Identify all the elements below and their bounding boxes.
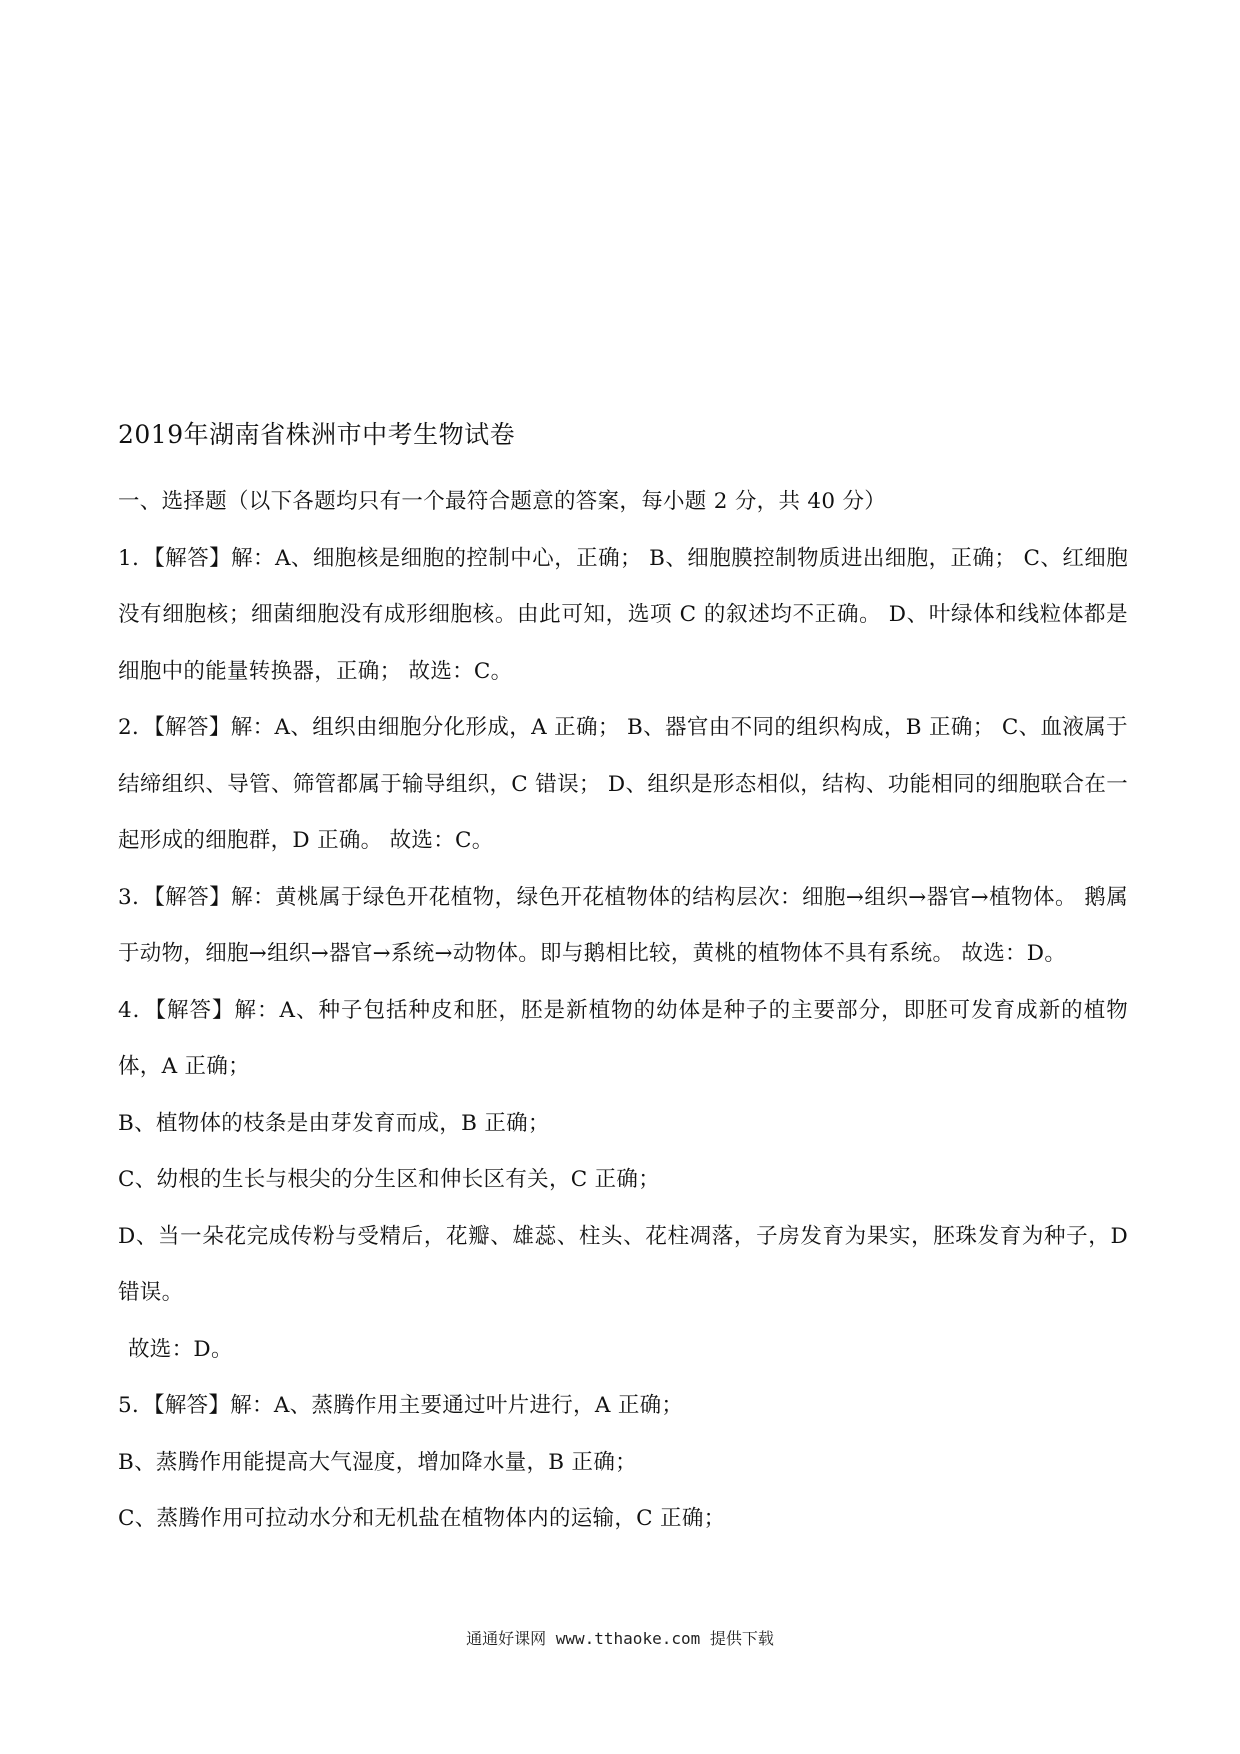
- answer-paragraph-4d: D、当一朵花完成传粉与受精后，花瓣、雄蕊、柱头、花柱凋落，子房发育为果实，胚珠发育为种子，D 错误。: [118, 1223, 1128, 1305]
- answer-paragraph-5c: C、蒸腾作用可拉动水分和无机盐在植物体内的运输，C 正确；: [118, 1506, 726, 1531]
- answer-paragraph-4-choice: 故选：D。: [128, 1336, 233, 1362]
- page-title: 2019年湖南省株洲市中考生物试卷: [118, 420, 516, 449]
- section-heading: 一、选择题（以下各题均只有一个最符合题意的答案，每小题 2 分，共 40 分）: [118, 489, 887, 514]
- answer-paragraph-2: 2．【解答】解：A、组织由细胞分化形成，A 正确； B、器官由不同的组织构成，B 正确； C、血液属于结缔组织、导管、筛管都属于输导组织，C 错误； D、组织是形态相似，结构、功能相同的细胞联合在一起形成的细胞群，D 正确。 故选：C。: [118, 715, 1128, 853]
- page-footer: 通通好课网 www.tthaoke.com 提供下载: [466, 1629, 774, 1648]
- answer-paragraph-4a: 4．【解答】解：A、种子包括种皮和胚，胚是新植物的幼体是种子的主要部分，即胚可发育成新的植物体，A 正确；: [118, 997, 1128, 1079]
- answer-paragraph-4c: C、幼根的生长与根尖的分生区和伸长区有关，C 正确；: [118, 1167, 661, 1192]
- answer-paragraph-5a: 5．【解答】解：A、蒸腾作用主要通过叶片进行，A 正确；: [118, 1393, 684, 1418]
- answer-paragraph-5b: B、蒸腾作用能提高大气湿度，增加降水量，B 正确；: [118, 1449, 637, 1475]
- document-content: [118, 414, 1128, 1548]
- answer-paragraph-4b: B、植物体的枝条是由芽发育而成，B 正确；: [118, 1110, 550, 1136]
- answer-paragraph-3: 3．【解答】解：黄桃属于绿色开花植物，绿色开花植物体的结构层次：细胞→组织→器官→植物体。 鹅属于动物，细胞→组织→器官→系统→动物体。即与鹅相比较，黄桃的植物体不具有系统。 故选：D。: [118, 884, 1128, 966]
- answer-paragraph-1: 1．【解答】解：A、细胞核是细胞的控制中心，正确； B、细胞膜控制物质进出细胞，正确； C、红细胞没有细胞核；细菌细胞没有成形细胞核。由此可知，选项 C 的叙述均不正确。 D、叶绿体和线粒体都是细胞中的能量转换器，正确； 故选：C。: [118, 545, 1128, 684]
